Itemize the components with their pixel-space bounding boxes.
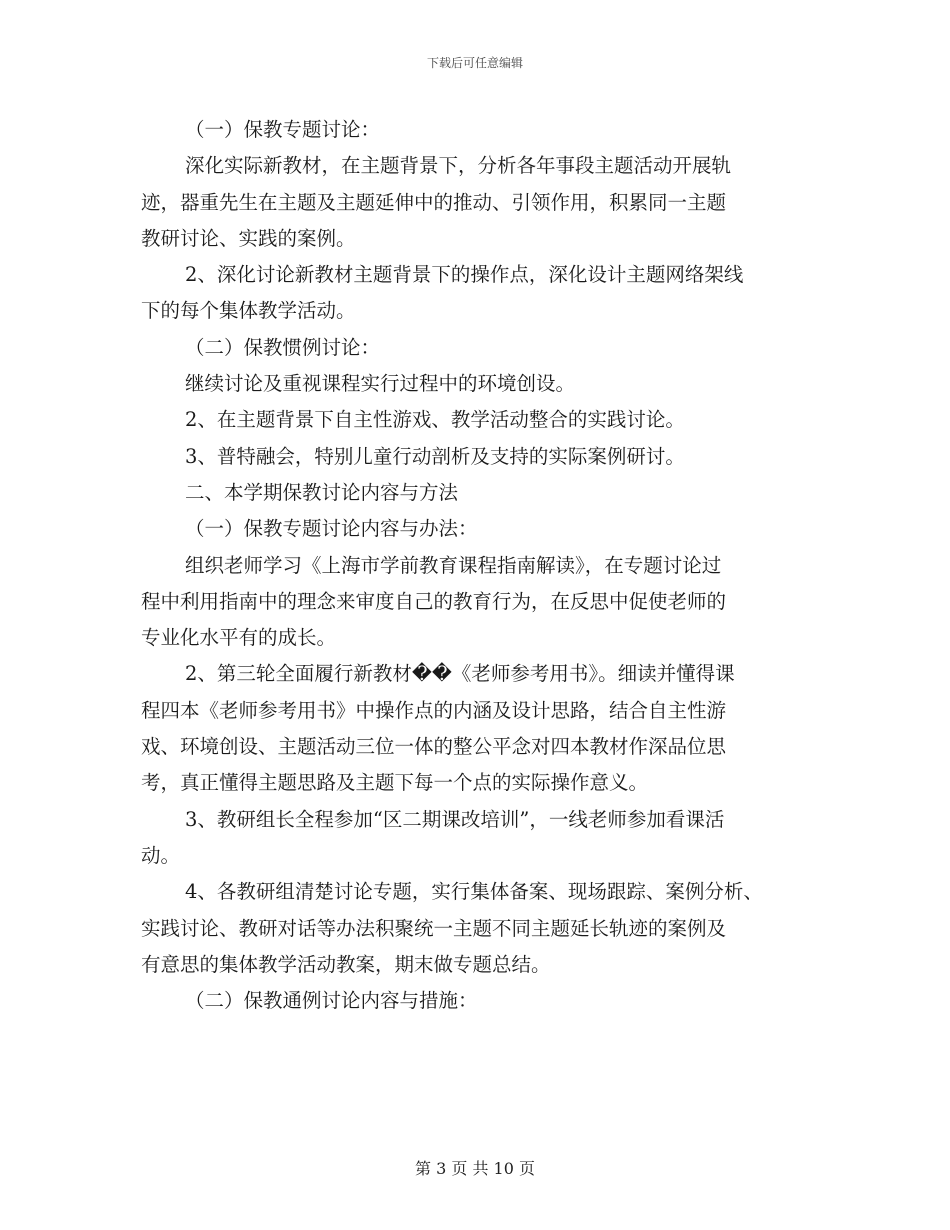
text-line: 深化实际新教材，在主题背景下，分析各年事段主题活动开展轨 <box>185 154 732 178</box>
text-line: 有意思的集体教学活动教案，期末做专题总结。 <box>141 952 551 976</box>
text-line: 程四本《老师参考用书》中操作点的内涵及设计思路，结合自主性游 <box>141 698 727 722</box>
text-line: 迹，器重先生在主题及主题延伸中的推动、引领作用，积累同一主题 <box>141 190 727 214</box>
text-line: 考，真正懂得主题思路及主题下每一个点的实际操作意义。 <box>141 771 649 795</box>
text-line: 4、各教研组清楚讨论专题，实行集体备案、现场跟踪、案例分析、 <box>185 880 763 904</box>
text-line: 专业化水平有的成长。 <box>141 626 337 650</box>
text-line: 3、普特融会，特别儿童行动剖析及支持的实际案例研讨。 <box>185 444 685 468</box>
text-line: 二、本学期保教讨论内容与方法 <box>185 480 459 504</box>
text-line: 3、教研组长全程参加“区二期课改培训”，一线老师参加看课活 <box>185 807 725 831</box>
page-header: 下载后可任意编辑 <box>426 56 523 70</box>
text-line: （一）保教专题讨论内容与办法： <box>185 517 478 541</box>
text-line: 2、第三轮全面履行新教材��《老师参考用书》。细读并懂得课 <box>185 662 735 686</box>
text-line: （一）保教专题讨论： <box>185 118 381 141</box>
text-line: 下的每个集体教学活动。 <box>141 299 356 323</box>
text-line: 戏、环境创设、主题活动三位一体的整公平念对四本教材作深品位思 <box>141 735 727 759</box>
text-line: 继续讨论及重视课程实行过程中的环境创设。 <box>185 372 576 396</box>
page-footer: 第 3 页 共 10 页 <box>415 1159 535 1178</box>
text-line: 2、在主题背景下自主性游戏、教学活动整合的实践讨论。 <box>185 408 685 432</box>
text-line: 2、深化讨论新教材主题背景下的操作点，深化设计主题网络架线 <box>185 263 744 287</box>
text-line: 实践讨论、教研对话等办法积聚统一主题不同主题延长轨迹的案例及 <box>141 916 727 940</box>
text-line: （二）保教惯例讨论： <box>185 335 381 359</box>
text-line: 程中利用指南中的理念来审度自己的教育行为，在反思中促使老师的 <box>141 589 727 613</box>
text-line: 教研讨论、实践的案例。 <box>141 226 356 250</box>
document-body <box>141 112 831 1019</box>
text-line: （二）保教通例讨论内容与措施： <box>185 989 478 1013</box>
text-line: 组织老师学习《上海市学前教育课程指南解读》，在专题讨论过 <box>185 553 722 577</box>
text-line: 动。 <box>141 843 181 867</box>
